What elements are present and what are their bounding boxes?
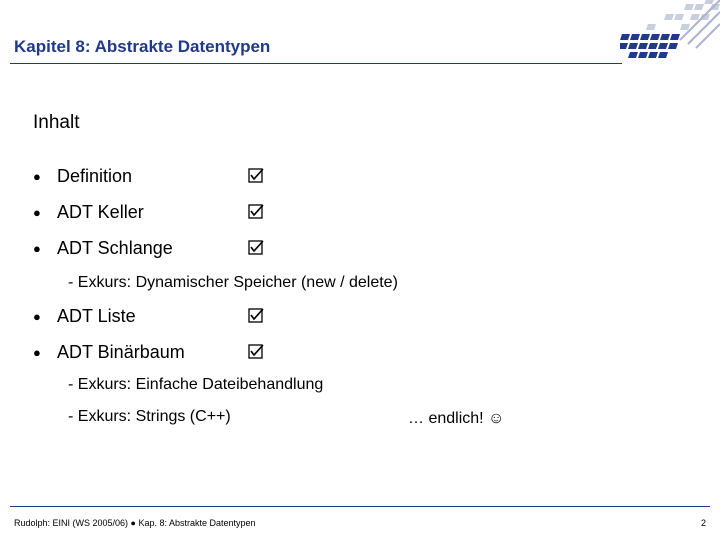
item-label: Definition [57, 166, 133, 186]
checkbox-checked-icon [248, 308, 264, 324]
item-label: ADT Schlange [57, 238, 173, 258]
sub-item: - Exkurs: Strings (C++) [68, 408, 231, 425]
checkbox-checked-icon [248, 168, 264, 184]
bullet-icon: ● [33, 309, 41, 324]
list-item [33, 341, 333, 365]
sub-item: - Exkurs: Dynamischer Speicher (new / delete) [68, 274, 398, 291]
aside-note: … endlich! ☺ [408, 410, 505, 427]
bullet-icon: ● [33, 345, 41, 360]
item-label: ADT Keller [57, 202, 144, 222]
checkbox-checked-icon [248, 204, 264, 220]
bullet-icon: ● [33, 241, 41, 256]
section-heading: Inhalt [33, 112, 80, 133]
footer-divider [10, 506, 710, 507]
list-item [33, 305, 333, 329]
grid-logo-icon [620, 0, 720, 66]
item-label: ADT Liste [57, 306, 136, 326]
checkbox-checked-icon [248, 240, 264, 256]
item-label: ADT Binärbaum [57, 342, 185, 362]
list-item [33, 165, 333, 189]
page-number: 2 [700, 518, 706, 528]
bullet-icon: ● [33, 205, 41, 220]
sub-item: - Exkurs: Einfache Dateibehandlung [68, 376, 324, 393]
slide-title: Kapitel 8: Abstrakte Datentypen [14, 37, 271, 56]
list-item [33, 237, 333, 261]
title-divider [10, 63, 622, 64]
list-item [33, 201, 333, 225]
bullet-icon: ● [33, 169, 41, 184]
footer-text: Rudolph: EINI (WS 2005/06) ● Kap. 8: Abstrakte Datentypen [14, 518, 256, 528]
checkbox-checked-icon [248, 344, 264, 360]
